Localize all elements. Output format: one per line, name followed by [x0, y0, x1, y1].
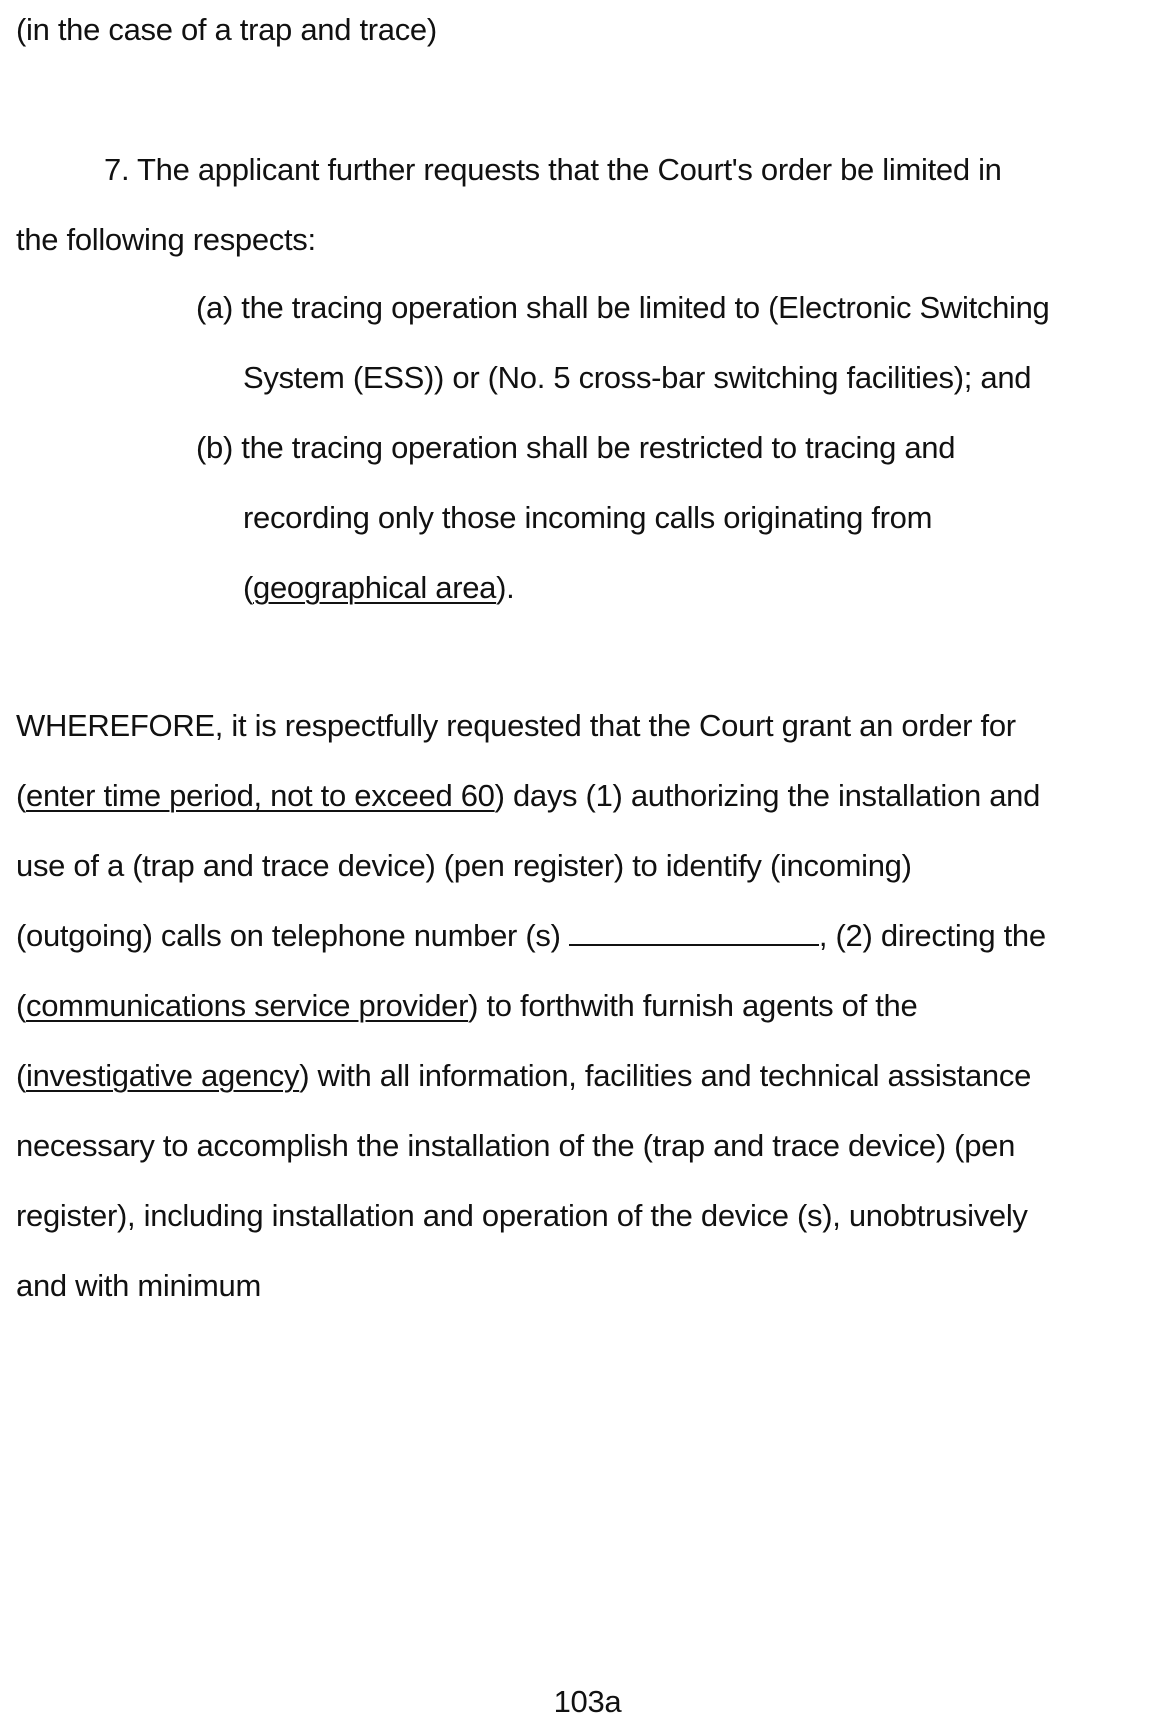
wherefore-line-2 — [16, 780, 1040, 811]
investigative-agency-field: investigative agency — [26, 1058, 300, 1093]
item-b-line-3 — [243, 572, 514, 603]
service-provider-field: communications service provider — [26, 988, 469, 1023]
top-note: (in the case of a trap and trace) — [16, 12, 437, 47]
wherefore-line-6 — [16, 1060, 1031, 1091]
paragraph-7-line-1: 7. The applicant further requests that the Court's order be limited in — [104, 152, 1002, 187]
item-b-line-2: recording only those incoming calls originating from — [243, 500, 933, 535]
wherefore-line-8: register), including installation and operation of the device (s), unobtrusively — [16, 1198, 1028, 1233]
paren-open: ( — [243, 570, 254, 605]
wherefore-line-5-rest: ) to forthwith furnish agents of the — [468, 988, 918, 1023]
paren-open: ( — [16, 1058, 27, 1093]
wherefore-line-4-end: , (2) directing the — [818, 918, 1046, 953]
wherefore-line-2-rest: ) days (1) authorizing the installation and — [494, 778, 1041, 813]
item-a-line-2: System (ESS)) or (No. 5 cross-bar switching facilities); and — [243, 360, 1032, 395]
paren-close: ). — [496, 570, 515, 605]
wherefore-line-9: and with minimum — [16, 1268, 262, 1303]
item-b-line-1: (b) the tracing operation shall be restricted to tracing and — [196, 430, 956, 465]
paragraph-7-line-2: the following respects: — [16, 222, 316, 257]
wherefore-line-5 — [16, 990, 917, 1021]
telephone-number-blank — [569, 920, 819, 946]
wherefore-line-4 — [16, 920, 1046, 951]
geographical-area-field: geographical area — [253, 570, 497, 605]
item-a-line-1: (a) the tracing operation shall be limited to (Electronic Switching — [196, 290, 1050, 325]
wherefore-line-7: necessary to accomplish the installation of the (trap and trace device) (pen — [16, 1128, 1016, 1163]
page-number: 103a — [553, 1684, 622, 1719]
wherefore-line-3: use of a (trap and trace device) (pen register) to identify (incoming) — [16, 848, 912, 883]
time-period-field: enter time period, not to exceed 60 — [26, 778, 495, 813]
paren-open: ( — [16, 988, 27, 1023]
wherefore-line-6-rest: ) with all information, facilities and technical assistance — [299, 1058, 1032, 1093]
wherefore-line-1: WHEREFORE, it is respectfully requested that the Court grant an order for — [16, 708, 1016, 743]
paren-open: ( — [16, 778, 27, 813]
wherefore-line-4-start: (outgoing) calls on telephone number (s) — [16, 918, 569, 953]
